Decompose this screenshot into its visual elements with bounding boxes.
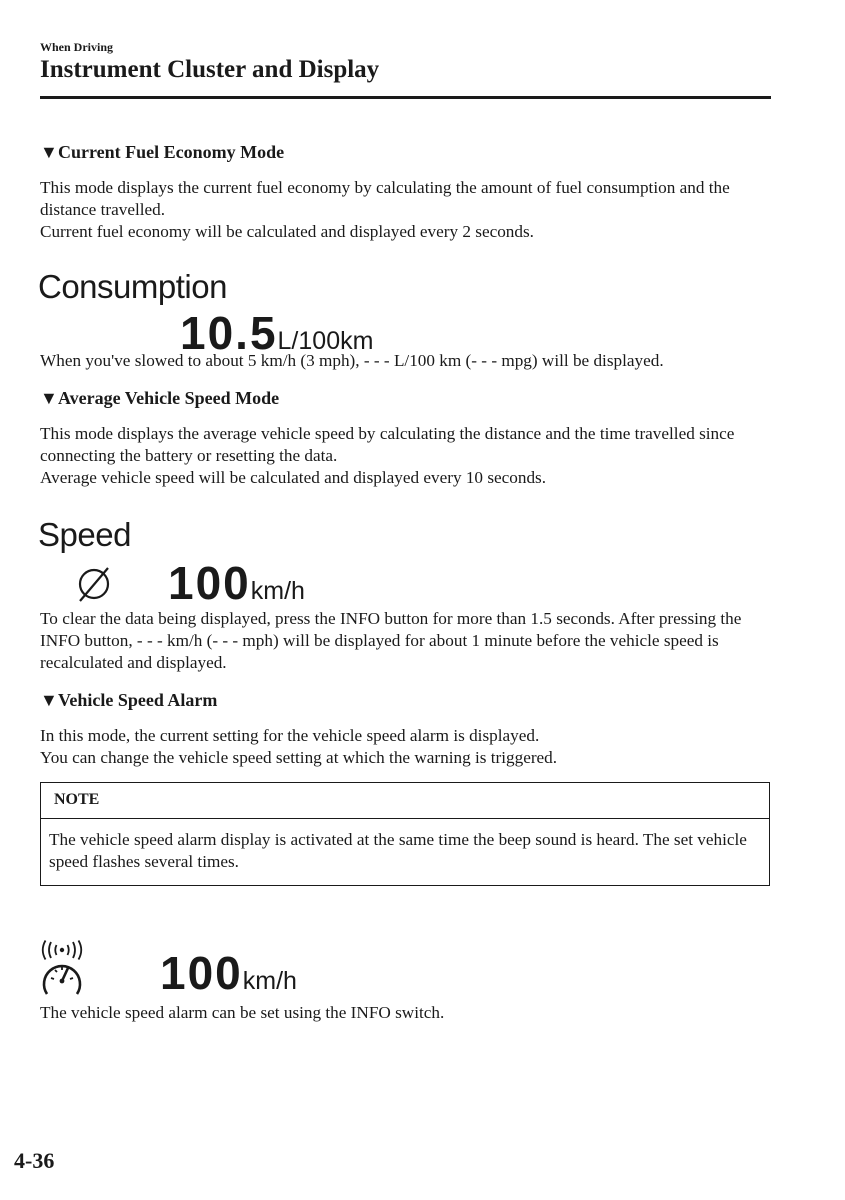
speed-alarm-display-value: [160, 946, 297, 1000]
average-speed-unit: km/h: [250, 577, 305, 605]
speed-alarm-heading: [40, 690, 217, 711]
speed-alarm-caption: The vehicle speed alarm can be set using the INFO switch.: [40, 1003, 445, 1022]
fuel-economy-paragraph: Current fuel economy will be calculated and displayed every 2 seconds.: [40, 222, 534, 241]
triangle-marker-icon: ▼: [40, 690, 58, 710]
average-speed-heading: [40, 388, 279, 409]
fuel-economy-heading-text: Current Fuel Economy Mode: [58, 142, 285, 162]
speed-alarm-heading-text: Vehicle Speed Alarm: [58, 690, 218, 710]
note-title: NOTE: [41, 783, 769, 819]
consumption-value: 10.5: [180, 307, 278, 359]
speed-alarm-paragraph: You can change the vehicle speed setting at which the warning is triggered.: [40, 748, 558, 767]
consumption-display-label: Consumption: [38, 268, 227, 305]
triangle-marker-icon: ▼: [40, 142, 58, 162]
consumption-caption: When you've slowed to about 5 km/h (3 mph), - - - L/100 km (- - - mpg) will be displayed.: [40, 351, 664, 370]
speed-caption: To clear the data being displayed, press the INFO button for more than 1.5 seconds. After pressing the INFO button, - - - km/h (- - - mph) will be displayed for about 1 minute before the vehicle speed is recalculated and displayed.: [40, 609, 742, 672]
average-speed-paragraph: Average vehicle speed will be calculated and displayed every 10 seconds.: [40, 468, 547, 487]
speed-alarm-icon: [38, 940, 86, 998]
speed-alarm-description: [40, 725, 775, 769]
speed-alarm-unit: km/h: [242, 967, 297, 995]
speed-display-label: Speed: [38, 516, 131, 553]
consumption-unit: L/100km: [277, 327, 374, 355]
average-speed-value: 100: [168, 557, 251, 609]
average-speed-paragraph: This mode displays the average vehicle speed by calculating the distance and the time travelled since connecting the battery or resetting the data.: [40, 424, 735, 465]
section-label: When Driving: [40, 40, 114, 54]
triangle-marker-icon: ▼: [40, 388, 58, 408]
speed-alarm-paragraph: In this mode, the current setting for the vehicle speed alarm is displayed.: [40, 726, 540, 745]
fuel-economy-description: [40, 177, 775, 243]
average-speed-description: [40, 423, 775, 489]
speed-alarm-value: 100: [160, 947, 243, 999]
average-icon: [72, 565, 116, 605]
fuel-economy-paragraph: This mode displays the current fuel economy by calculating the amount of fuel consumption and the distance travelled.: [40, 178, 730, 219]
page-title: Instrument Cluster and Display: [40, 56, 380, 83]
fuel-economy-heading: [40, 142, 284, 163]
speed-display-value: [168, 556, 305, 610]
title-divider: [40, 96, 771, 99]
note-body: The vehicle speed alarm display is activated at the same time the beep sound is heard. The set vehicle speed flashes several times.: [49, 830, 747, 871]
page-number: 4-36: [14, 1148, 55, 1173]
note-box: [40, 782, 770, 886]
average-speed-heading-text: Average Vehicle Speed Mode: [58, 388, 280, 408]
